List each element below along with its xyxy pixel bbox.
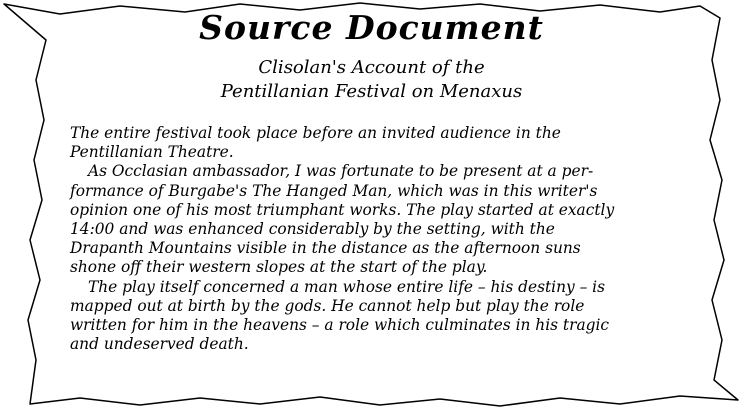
document-body [70, 124, 706, 354]
body-line: 14:00 and was enhanced considerably by the setting, with the [70, 220, 555, 239]
body-line: The entire festival took place before an invited audience in the [70, 124, 561, 142]
body-line: and undeserved death. [70, 335, 249, 354]
document-subtitle-line2: Pentillanian Festival on Menaxus [220, 81, 523, 102]
body-line: shone off their western slopes at the start of the play. [70, 258, 488, 277]
body-line: formance of Burgabe's The Hanged Man, which was in this writer's [70, 181, 598, 200]
body-line: As Occlasian ambassador, I was fortunate to be present at a per- [88, 162, 594, 181]
body-line: Pentillanian Theatre. [70, 143, 234, 162]
body-line: mapped out at birth by the gods. He cannot help but play the role [70, 296, 585, 315]
body-line: written for him in the heavens – a role which culminates in his tragic [70, 316, 610, 335]
body-line: opinion one of his most triumphant works. The play started at exactly [70, 200, 615, 219]
body-line: Drapanth Mountains visible in the distance as the afternoon suns [70, 239, 581, 258]
document-title: Source Document [199, 8, 544, 47]
document-subtitle-line1: Clisolan's Account of the [258, 57, 485, 78]
body-line: The play itself concerned a man whose entire life – his destiny – is [88, 277, 605, 296]
